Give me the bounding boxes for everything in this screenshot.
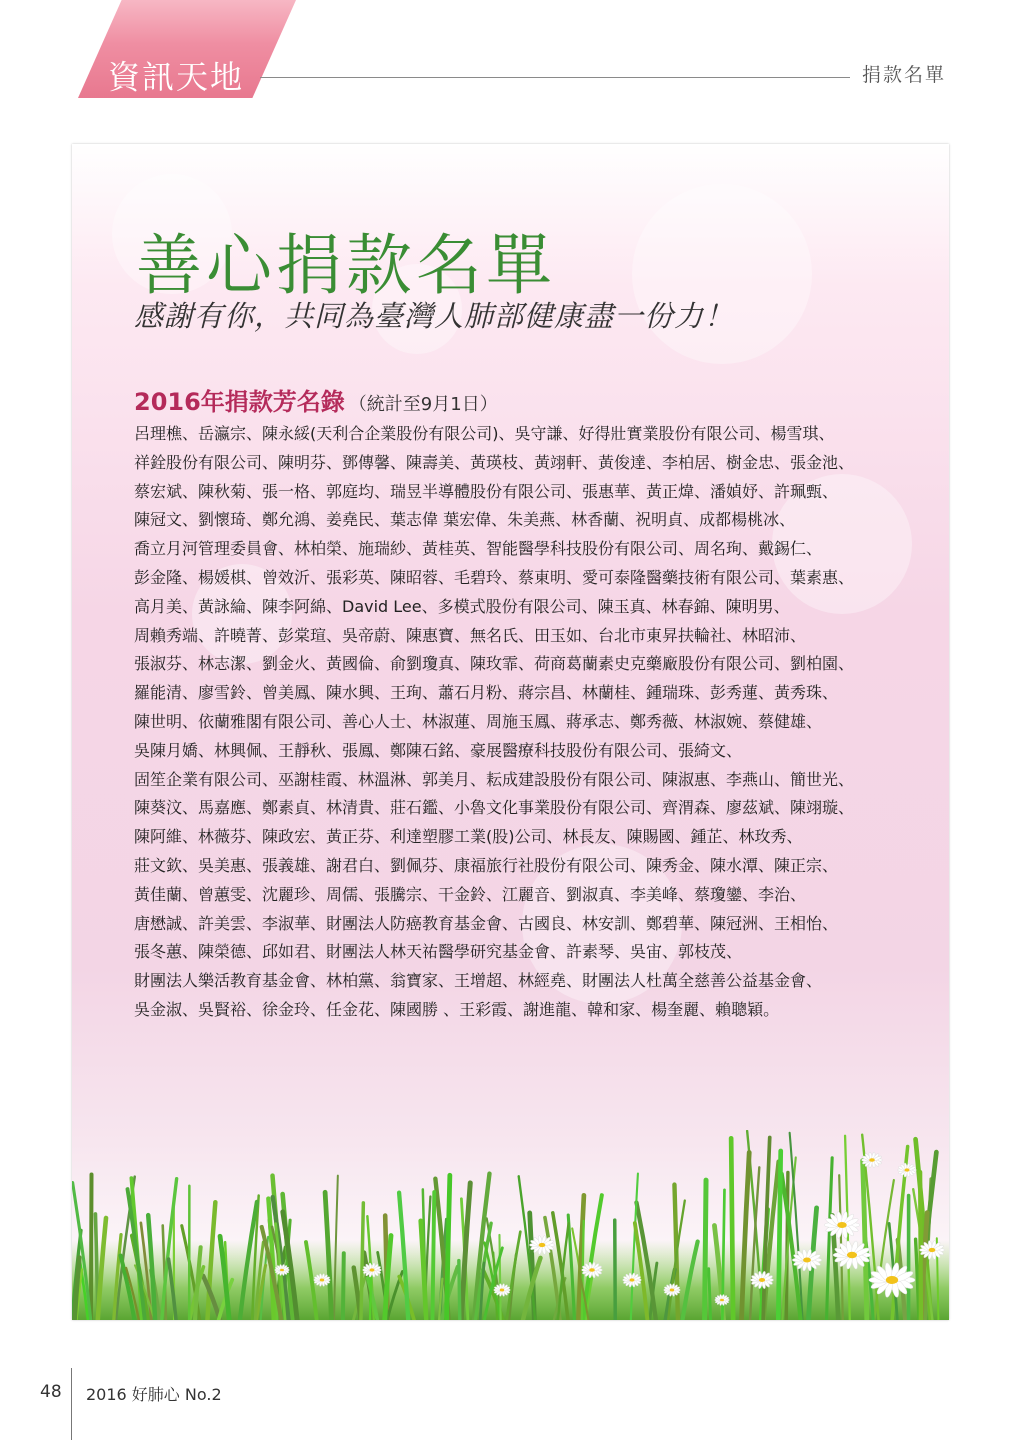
donor-line: 呂理樵、岳瀛宗、陳永綏(天利合企業股份有限公司)、吳守謙、好得壯實業股份有限公司、楊雪琪、 (134, 424, 835, 443)
donor-line: 羅能清、廖雪鈴、曾美鳳、陳水興、王珣、蕭石月粉、蔣宗昌、林蘭桂、鍾瑞珠、彭秀蓮、黃秀珠、 (134, 683, 839, 703)
donor-line: 高月美、黃詠綸、陳李阿綿、David Lee、多模式股份有限公司、陳玉真、林春錦、陳明男、 (134, 596, 790, 616)
list-heading-note: （統計至9月1日） (348, 394, 498, 415)
donor-list (134, 420, 924, 1025)
donor-line: 固笙企業有限公司、巫謝桂霞、林溫淋、郭美月、耘成建設股份有限公司、陳淑惠、李燕山、簡世光、 (134, 769, 855, 789)
grass-blade (432, 1192, 434, 1320)
list-heading-text: 2016年捐款芳名錄 (134, 388, 345, 416)
donor-line: 陳葵汶、馬嘉應、鄭素貞、林清貴、莊石鑑、小魯文化事業股份有限公司、齊渭森、廖茲斌、陳翊璇、 (134, 798, 855, 818)
donor-line: 張淑芬、林志潔、劉金火、黃國倫、俞劉瓊真、陳玫霏、荷商葛蘭素史克藥廠股份有限公司、劉柏園、 (134, 654, 855, 674)
issue-label: 2016 好肺心 No.2 (86, 1385, 222, 1404)
donor-line: 黃佳蘭、曾蕙雯、沈麗珍、周儒、張騰宗、干金鈴、江麗音、劉淑真、李美峰、蔡瓊鑾、李治、 (134, 884, 807, 904)
grass-blade (709, 1269, 711, 1320)
grass-flowers-illustration (72, 1130, 949, 1320)
donor-line: 陳世明、依蘭雅閣有限公司、善心人士、林淑蓮、周施玉鳳、蔣承志、鄭秀薇、林淑婉、蔡健雄、 (134, 711, 823, 731)
page-number: 48 (40, 1382, 62, 1402)
grass-blade (499, 1235, 500, 1320)
page-title: 善心捐款名單 (136, 227, 556, 304)
donor-line: 吳金淑、吳賢裕、徐金玲、任金花、陳國勝 、王彩霞、謝進龍、韓和家、楊奎麗、賴聰穎。 (134, 999, 780, 1019)
page-subtitle: 感謝有你，共同為臺灣人肺部健康盡一份力！ (134, 299, 735, 333)
donor-line: 陳冠文、劉懷琦、鄭允鴻、姜堯民、葉志偉 葉宏偉、朱美燕、林香蘭、祝明貞、成都楊桃冰、 (134, 510, 796, 530)
donor-line: 財團法人樂活教育基金會、林柏黨、翁寶家、王增超、林經堯、財團法人杜萬全慈善公益基金會、 (134, 971, 823, 991)
grass-blade (731, 1138, 733, 1320)
list-heading (134, 382, 498, 417)
donor-line: 蔡宏斌、陳秋菊、張一格、郭庭均、瑞昱半導體股份有限公司、張惠華、黃正煒、潘媜妤、許珮甄、 (134, 481, 839, 501)
donor-line: 張冬蕙、陳榮德、邱如君、財團法人林天祐醫學研究基金會、許素琴、吳宙、郭枝茂、 (134, 942, 743, 962)
donor-line: 唐懋誠、許美雲、李淑華、財團法人防癌教育基金會、古國良、林安訓、鄭碧華、陳冠洲、王相怡、 (134, 913, 839, 933)
donor-line: 莊文欽、吳美惠、張義雄、謝君白、劉佩芬、康福旅行社股份有限公司、陳秀金、陳水潭、陳正宗、 (134, 855, 839, 875)
page-label: 捐款名單 (862, 64, 947, 86)
grass-blade (91, 1174, 92, 1320)
donor-line: 祥銓股份有限公司、陳明芬、鄧傳馨、陳壽美、黃瑛枝、黃翊軒、黃俊達、李柏居、樹金忠、張金池、 (134, 452, 855, 472)
grass-blade (705, 1180, 706, 1320)
grass-blade (778, 1151, 780, 1320)
grass-blade (343, 1253, 344, 1320)
donor-line: 周賴秀端、許曉菁、彭棠瑄、吳帝蔚、陳惠寶、無名氏、田玉如、台北市東昇扶輪社、林昭沛、 (134, 625, 807, 645)
donor-line: 吳陳月嬌、林興佩、王靜秋、張鳳、鄭陳石銘、豪展醫療科技股份有限公司、張綺文、 (134, 740, 743, 760)
donor-line: 喬立月河管理委員會、林柏榮、施瑞紗、黃桂英、智能醫學科技股份有限公司、周名珣、戴錫仁、 (134, 539, 823, 559)
header-divider (260, 77, 850, 78)
donor-line: 彭金隆、楊媛棋、曾效沂、張彩英、陳昭蓉、毛碧玲、蔡東明、愛可泰隆醫藥技術有限公司、葉素惠、 (134, 567, 855, 587)
bokeh-decoration (632, 184, 812, 364)
grass-blade (361, 1203, 363, 1320)
footer-divider (71, 1368, 72, 1440)
section-title: 資訊天地 (108, 58, 245, 96)
content-panel (72, 144, 949, 1320)
grass-blade (447, 1175, 450, 1320)
donor-line: 陳阿維、林薇芬、陳政宏、黃正芬、利達塑膠工業(股)公司、林長友、陳賜國、鍾芷、林玫秀、 (134, 827, 803, 847)
grass-blade (459, 1261, 460, 1320)
